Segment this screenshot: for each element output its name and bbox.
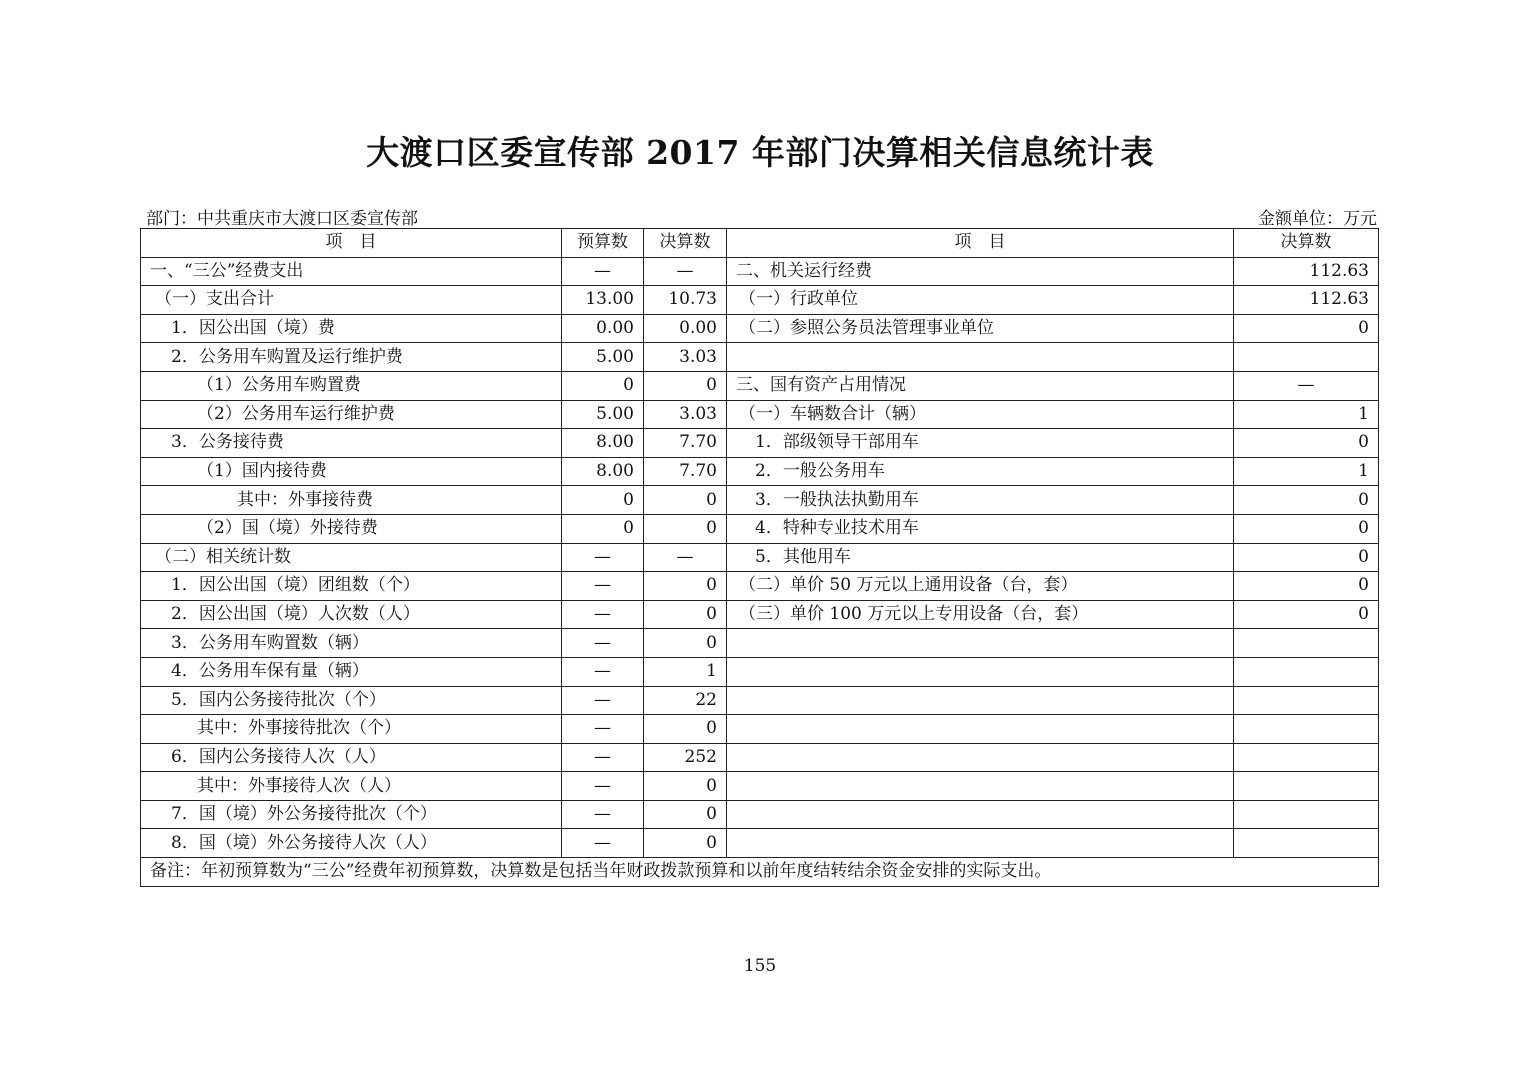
header-left-item: 项 目 <box>141 229 562 258</box>
budget-value: — <box>562 572 644 601</box>
budget-value: — <box>562 800 644 829</box>
right-item <box>727 772 1234 801</box>
right-final-value <box>1234 686 1379 715</box>
left-item: 2．因公出国（境）人次数（人） <box>141 600 562 629</box>
final-value: 3.03 <box>644 400 727 429</box>
right-item: （二）单价 50 万元以上通用设备（台，套） <box>727 572 1234 601</box>
right-final-value: 0 <box>1234 486 1379 515</box>
table-row <box>141 371 1379 400</box>
right-final-value <box>1234 629 1379 658</box>
left-item: 其中：外事接待人次（人） <box>141 772 562 801</box>
right-final-value <box>1234 772 1379 801</box>
table-row <box>141 314 1379 343</box>
table-row <box>141 400 1379 429</box>
right-final-value: 0 <box>1234 314 1379 343</box>
left-item: 1．因公出国（境）费 <box>141 314 562 343</box>
table-row <box>141 600 1379 629</box>
left-item: 1．因公出国（境）团组数（个） <box>141 572 562 601</box>
budget-value: — <box>562 772 644 801</box>
right-item <box>727 829 1234 858</box>
table-row <box>141 686 1379 715</box>
budget-value: 5.00 <box>562 343 644 372</box>
budget-value: — <box>562 743 644 772</box>
right-final-value: 0 <box>1234 572 1379 601</box>
right-item: 2．一般公务用车 <box>727 457 1234 486</box>
budget-value: 0 <box>562 371 644 400</box>
table-header-row <box>141 229 1379 258</box>
final-value: 0 <box>644 800 727 829</box>
budget-value: — <box>562 686 644 715</box>
left-item: （2）公务用车运行维护费 <box>141 400 562 429</box>
final-value: 0.00 <box>644 314 727 343</box>
right-item: 5．其他用车 <box>727 543 1234 572</box>
left-item: 3．公务用车购置数（辆） <box>141 629 562 658</box>
final-value: 252 <box>644 743 727 772</box>
right-item: （一）车辆数合计（辆） <box>727 400 1234 429</box>
unit-label: 金额单位：万元 <box>1258 209 1377 229</box>
final-value: 0 <box>644 772 727 801</box>
table-row <box>141 743 1379 772</box>
table-row <box>141 572 1379 601</box>
table-row <box>141 486 1379 515</box>
final-value: 1 <box>644 657 727 686</box>
budget-value: 8.00 <box>562 429 644 458</box>
final-value: 0 <box>644 371 727 400</box>
table-row <box>141 772 1379 801</box>
right-final-value: 0 <box>1234 429 1379 458</box>
right-final-value <box>1234 829 1379 858</box>
table-row <box>141 800 1379 829</box>
right-item <box>727 686 1234 715</box>
budget-value: 13.00 <box>562 286 644 315</box>
final-value: 0 <box>644 514 727 543</box>
statistics-table <box>140 228 1379 887</box>
left-item: 5．国内公务接待批次（个） <box>141 686 562 715</box>
table-row <box>141 543 1379 572</box>
budget-value: — <box>562 629 644 658</box>
final-value: 0 <box>644 829 727 858</box>
right-item: 三、国有资产占用情况 <box>727 371 1234 400</box>
right-final-value: 112.63 <box>1234 286 1379 315</box>
final-value: 0 <box>644 600 727 629</box>
table-row <box>141 514 1379 543</box>
table-row <box>141 829 1379 858</box>
page-number: 155 <box>743 956 777 976</box>
right-item <box>727 715 1234 744</box>
header-final: 决算数 <box>644 229 727 258</box>
left-item: （一）支出合计 <box>141 286 562 315</box>
budget-value: — <box>562 657 644 686</box>
final-value: 10.73 <box>644 286 727 315</box>
right-item: （二）参照公务员法管理事业单位 <box>727 314 1234 343</box>
department-label: 部门：中共重庆市大渡口区委宣传部 <box>146 209 418 229</box>
right-final-value: 1 <box>1234 400 1379 429</box>
right-item: （一）行政单位 <box>727 286 1234 315</box>
right-final-value: 1 <box>1234 457 1379 486</box>
right-item <box>727 743 1234 772</box>
left-item: 8．国（境）外公务接待人次（人） <box>141 829 562 858</box>
right-final-value <box>1234 800 1379 829</box>
left-item: （二）相关统计数 <box>141 543 562 572</box>
table-row <box>141 715 1379 744</box>
final-value: — <box>644 257 727 286</box>
right-item: 4．特种专业技术用车 <box>727 514 1234 543</box>
right-final-value <box>1234 743 1379 772</box>
budget-value: 0 <box>562 486 644 515</box>
right-item <box>727 343 1234 372</box>
table-row <box>141 429 1379 458</box>
right-final-value: — <box>1234 371 1379 400</box>
right-final-value <box>1234 343 1379 372</box>
right-final-value: 0 <box>1234 514 1379 543</box>
left-item: 2．公务用车购置及运行维护费 <box>141 343 562 372</box>
final-value: 7.70 <box>644 457 727 486</box>
right-item: （三）单价 100 万元以上专用设备（台，套） <box>727 600 1234 629</box>
right-final-value: 0 <box>1234 600 1379 629</box>
budget-value: 5.00 <box>562 400 644 429</box>
budget-value: — <box>562 600 644 629</box>
final-value: 3.03 <box>644 343 727 372</box>
note-row <box>141 858 1379 887</box>
budget-value: — <box>562 257 644 286</box>
table-row <box>141 629 1379 658</box>
header-right-item: 项 目 <box>727 229 1234 258</box>
right-item: 3．一般执法执勤用车 <box>727 486 1234 515</box>
budget-value: — <box>562 715 644 744</box>
final-value: 7.70 <box>644 429 727 458</box>
header-budget: 预算数 <box>562 229 644 258</box>
left-item: 一、“三公”经费支出 <box>141 257 562 286</box>
left-item: （1）公务用车购置费 <box>141 371 562 400</box>
right-item <box>727 629 1234 658</box>
left-item: 3．公务接待费 <box>141 429 562 458</box>
right-item: 1．部级领导干部用车 <box>727 429 1234 458</box>
table-row <box>141 657 1379 686</box>
left-item: （1）国内接待费 <box>141 457 562 486</box>
final-value: 0 <box>644 572 727 601</box>
table-note: 备注：年初预算数为“三公”经费年初预算数，决算数是包括当年财政拨款预算和以前年度结转结余资金安排的实际支出。 <box>141 858 1379 887</box>
left-item: 其中：外事接待批次（个） <box>141 715 562 744</box>
budget-value: 0 <box>562 514 644 543</box>
final-value: 0 <box>644 629 727 658</box>
right-final-value: 112.63 <box>1234 257 1379 286</box>
right-item <box>727 800 1234 829</box>
final-value: 0 <box>644 486 727 515</box>
table-row <box>141 257 1379 286</box>
budget-value: — <box>562 543 644 572</box>
final-value: 22 <box>644 686 727 715</box>
budget-value: 0.00 <box>562 314 644 343</box>
page-title: 大渡口区委宣传部 2017 年部门决算相关信息统计表 <box>366 133 1154 172</box>
left-item: 4．公务用车保有量（辆） <box>141 657 562 686</box>
left-item: 7．国（境）外公务接待批次（个） <box>141 800 562 829</box>
left-item: 6．国内公务接待人次（人） <box>141 743 562 772</box>
right-item: 二、机关运行经费 <box>727 257 1234 286</box>
right-final-value: 0 <box>1234 543 1379 572</box>
right-final-value <box>1234 715 1379 744</box>
table-row <box>141 343 1379 372</box>
final-value: — <box>644 543 727 572</box>
left-item: （2）国（境）外接待费 <box>141 514 562 543</box>
table-row <box>141 286 1379 315</box>
table-row <box>141 457 1379 486</box>
header-right-final: 决算数 <box>1234 229 1379 258</box>
left-item: 其中：外事接待费 <box>141 486 562 515</box>
final-value: 0 <box>644 715 727 744</box>
budget-value: — <box>562 829 644 858</box>
right-item <box>727 657 1234 686</box>
budget-value: 8.00 <box>562 457 644 486</box>
right-final-value <box>1234 657 1379 686</box>
